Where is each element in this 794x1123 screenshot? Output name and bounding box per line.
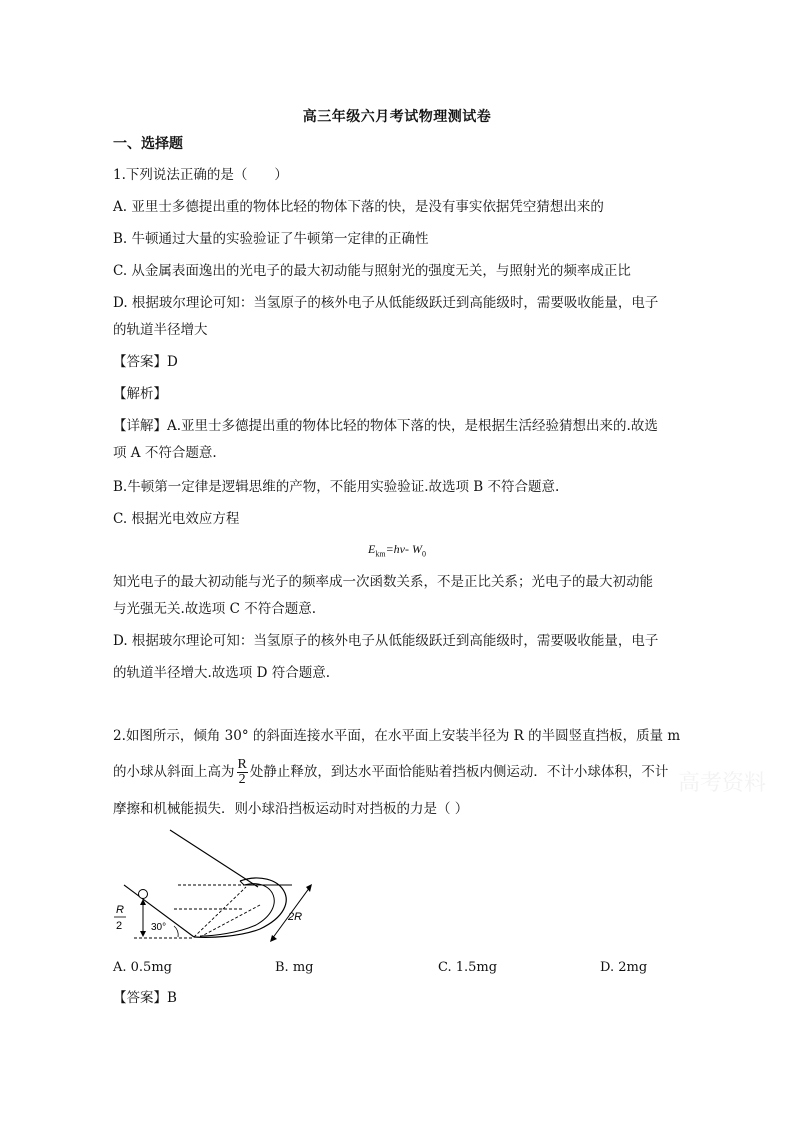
q1-explanation-line: D. 根据玻尔理论可知：当氢原子的核外电子从低能级跃迁到高能级时，需要吸收能量，电子 bbox=[113, 633, 659, 649]
watermark: 高考资料 bbox=[678, 771, 767, 796]
incline-upper-line bbox=[170, 830, 258, 887]
height-arrow-tail bbox=[140, 931, 146, 937]
q1-option-d-cont: 的轨道半径增大 bbox=[113, 322, 208, 338]
q1-answer: 【答案】D bbox=[113, 354, 178, 370]
q2-option-c: C. 1.5mg bbox=[438, 960, 498, 975]
q1-explanation-line: B.牛顿第一定律是逻辑思维的产物，不能用实验验证.故选项 B 不符合题意. bbox=[113, 479, 560, 495]
q2-option-d: D. 2mg bbox=[600, 960, 648, 975]
baffle-outer bbox=[194, 878, 286, 937]
q2-stem-line2: 的小球从斜面上高为 $\frac{R}{2}$ 处静止释放，到达水平面恰能贴着挡板内侧运动．不计小球体积，不计 bbox=[113, 757, 669, 787]
q2-option-a: A. 0.5mg bbox=[113, 960, 172, 975]
angle-arc bbox=[174, 926, 178, 937]
diag-dashed-1 bbox=[194, 887, 246, 937]
q1-explanation-line: C. 根据光电效应方程 bbox=[113, 511, 240, 527]
q1-option-a: A. 亚里士多德提出重的物体比轻的物体下落的快，是没有事实依据凭空猜想出来的 bbox=[113, 199, 604, 215]
q1-option-d: D. 根据玻尔理论可知：当氢原子的核外电子从低能级跃迁到高能级时，需要吸收能量，电子 bbox=[113, 295, 659, 311]
section-heading: 一、选择题 bbox=[113, 136, 183, 152]
label-r: R bbox=[116, 904, 124, 916]
q2-option-b: B. mg bbox=[275, 960, 314, 975]
q1-option-c: C. 从金属表面逸出的光电子的最大初动能与照射光的强度无关，与照射光的频率成正比 bbox=[113, 263, 631, 279]
q1-explanation-line: 与光强无关.故选项 C 不符合题意. bbox=[113, 601, 316, 617]
ball bbox=[139, 890, 148, 899]
page-title: 高三年级六月考试物理测试卷 bbox=[302, 109, 492, 125]
q2-stem-line1: 2.如图所示，倾角 30° 的斜面连接水平面，在水平面上安装半径为 R 的半圆竖直挡板，质量 m bbox=[113, 728, 681, 744]
baffle-inner bbox=[200, 884, 274, 936]
label-2: 2 bbox=[116, 920, 123, 932]
q1-analysis-label: 【解析】 bbox=[113, 386, 167, 402]
height-arrow-head bbox=[140, 899, 146, 905]
incline-figure bbox=[110, 825, 325, 950]
q2-answer: 【答案】B bbox=[113, 990, 177, 1006]
baffle-cap bbox=[240, 881, 244, 885]
diameter-arrow-tail bbox=[270, 935, 277, 942]
q1-option-b: B. 牛顿通过大量的实验验证了牛顿第一定律的正确性 bbox=[113, 231, 429, 247]
photoelectric-formula: $E_{km}=h\nu-$ $W_0$ bbox=[368, 542, 426, 559]
label-angle: 30° bbox=[151, 922, 167, 933]
label-2r: 2R bbox=[288, 911, 303, 923]
q1-explanation-line: 【详解】A.亚里士多德提出重的物体比轻的物体下落的快，是根据生活经验猜想出来的.故选 bbox=[113, 418, 658, 434]
q1-explanation-line: 的轨道半径增大.故选项 D 符合题意. bbox=[113, 665, 330, 681]
q1-stem: 1.下列说法正确的是（ ） bbox=[113, 167, 288, 183]
q2-stem-line3: 摩擦和机械能损失．则小球沿挡板运动时对挡板的力是（ ） bbox=[113, 801, 469, 817]
r-over-2-fraction: $\frac{R}{2}$ bbox=[237, 757, 247, 787]
q1-explanation-line: 知光电子的最大初动能与光子的频率成一次函数关系，不是正比关系；光电子的最大初动能 bbox=[113, 574, 653, 590]
q1-explanation-line: 项 A 不符合题意. bbox=[113, 445, 217, 461]
